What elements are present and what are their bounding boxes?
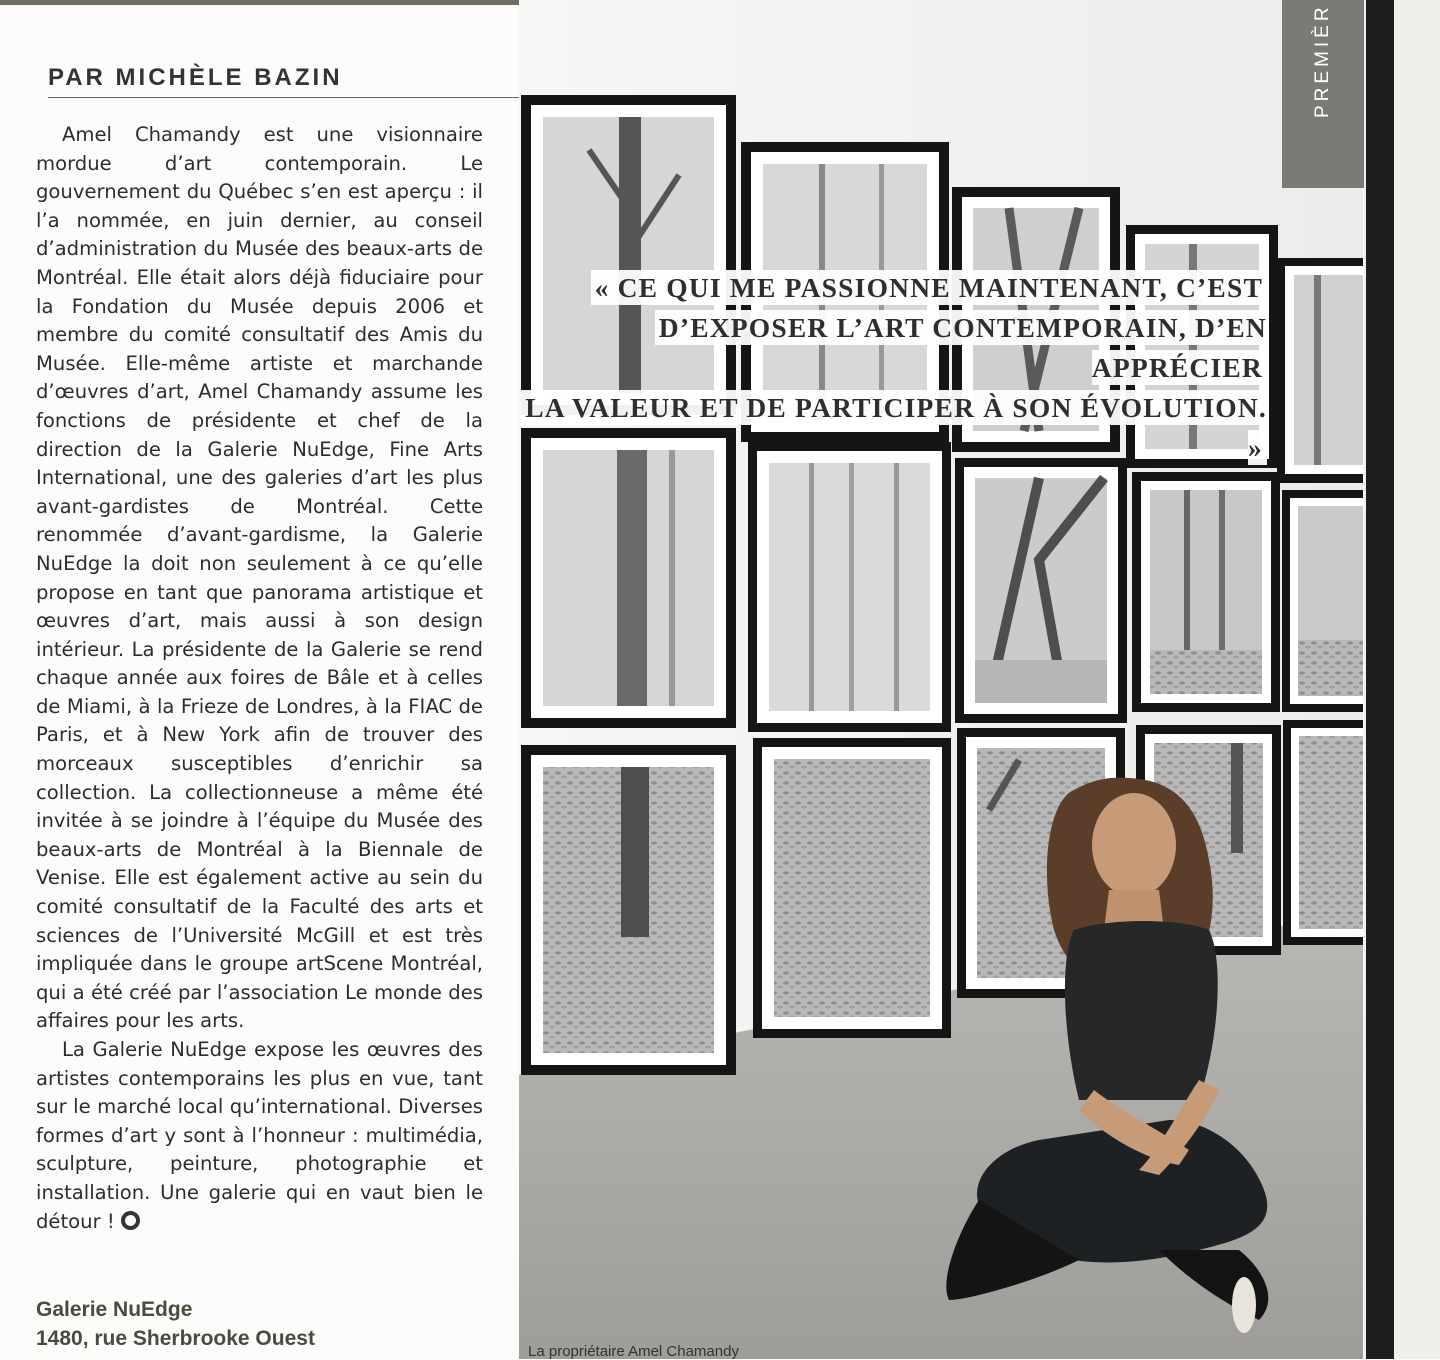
frame-r2-c5: [1282, 490, 1363, 712]
pull-quote: [519, 268, 1267, 468]
frame-r2-c1: [521, 428, 736, 728]
paragraph-1: Amel Chamandy est une visionnaire mordue d’art contemporain. Le gouvernement du Québec s’en est aperçu : il l’a nommée, en juin dernier, au conseil d’administration du Musée des beaux-arts de Montréal. Elle était alors déjà fiduciaire pour la Fondation du Musée depuis 2006 et membre du comité consultatif des Amis du Musée. Elle-même artiste et marchande d’œuvres d’art, Amel Chamandy assume les fonctions de présidente et chef de la direction de la Galerie NuEdge, Fine Arts International, une des galeries d’art les plus avant-gardistes de Montréal. Cette renommée d’avant-gardisme, la Galerie NuEdge la doit non seulement à ce qu’elle propose en tant que panorama artistique et œuvres d’art, mais aussi à son design intérieur. La présidente de la Galerie se rend chaque année aux foires de Bâle et à celles de Miami, à la Frieze de Londres, à la FIAC de Paris, et à New York afin de trouver des morceaux susceptibles d’enrichir sa collection. La collectionneuse a même été invitée à se joindre à l’équipe du Musée des beaux-arts de Montréal à la Biennale de Venise. Elle est également active au sein du comité consultatif de la Faculté des arts et sciences de l’Université McGill et est très impliquée dans le groupe artScene Montréal, qui a été créé par l’association Le monde des affaires pour les arts.: [36, 123, 483, 1033]
frame-r3-c5: [1283, 720, 1363, 945]
end-mark-icon: [121, 1211, 140, 1230]
gallery-photo: [519, 0, 1363, 1359]
frame-r2-c3: [955, 458, 1127, 723]
section-tab: [1282, 0, 1364, 188]
article-body: [36, 121, 483, 1236]
gallery-photo-illustration: [519, 0, 1363, 1359]
frame-r2-c2: [748, 442, 951, 732]
frame-r3-c2: [753, 738, 951, 1038]
byline: PAR MICHÈLE BAZIN: [48, 64, 343, 91]
paragraph-2-text: La Galerie NuEdge expose les œuvres des artistes contemporains les plus en vue, tant sur le marché local qu’international. Diverses formes d’art y sont à l’honneur : multimédia, sculpture, peinture, photographie et installation. Une galerie qui en vaut bien le détour !: [36, 1038, 483, 1233]
pull-quote-line-2: D’EXPOSER L’ART CONTEMPORAIN, D’EN APPRÉCIER: [655, 310, 1267, 385]
pull-quote-line-3: LA VALEUR ET DE PARTICIPER À SON ÉVOLUTION. »: [521, 390, 1267, 465]
frame-r1-c5: [1277, 258, 1363, 483]
photo-caption: La propriétaire Amel Chamandy: [528, 1343, 739, 1360]
frame-r3-c1: [521, 745, 736, 1075]
gallery-address: [36, 1295, 315, 1353]
frame-r2-c4: [1132, 472, 1280, 712]
address-line-2: 1480, rue Sherbrooke Ouest: [36, 1327, 315, 1350]
section-tab-label: PREMIÈR: [1312, 3, 1333, 118]
pull-quote-line-1: « CE QUI ME PASSIONNE MAINTENANT, C’EST: [591, 270, 1267, 305]
paragraph-2: [36, 1036, 483, 1236]
page-gutter-shadow: [1366, 0, 1394, 1359]
address-line-1: Galerie NuEdge: [36, 1298, 193, 1321]
